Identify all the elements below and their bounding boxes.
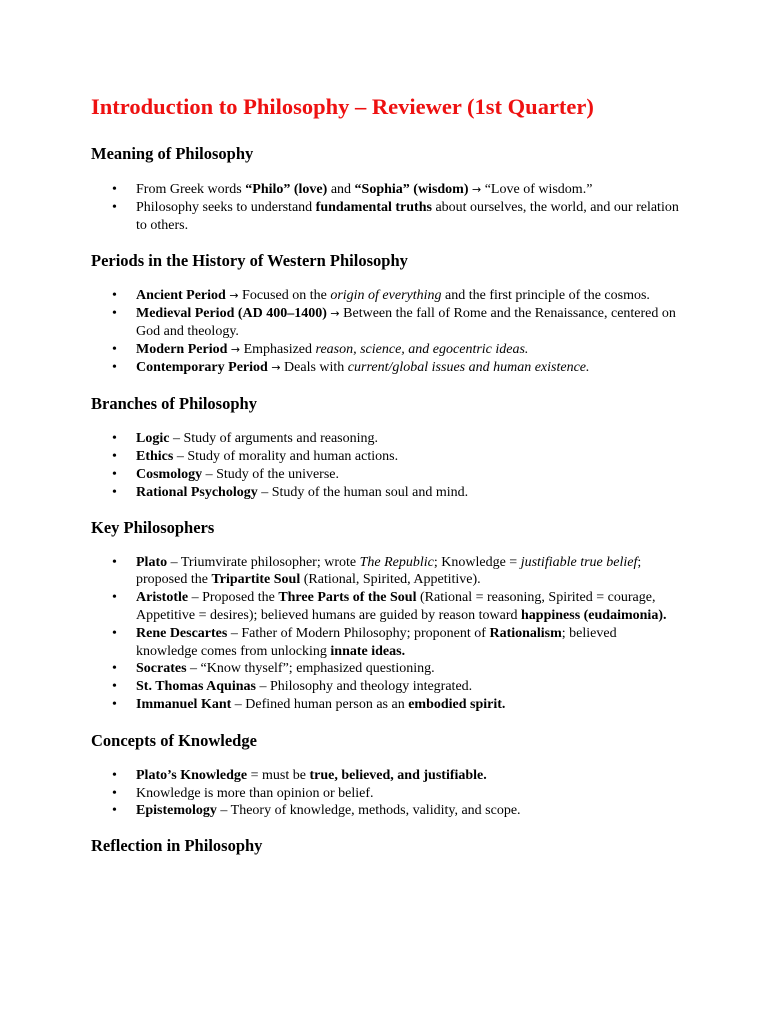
- text: – Proposed the: [188, 590, 279, 606]
- text: about ourselves, the world, and our relation to others.: [136, 199, 679, 233]
- bold-text: happiness (eudaimonia).: [521, 607, 667, 623]
- text: – “Know thyself”; emphasized questioning.: [186, 661, 435, 677]
- text: – Study of the universe.: [202, 466, 339, 482]
- term: Ethics: [136, 449, 174, 465]
- section-heading-philosophers: Key Philosophers: [91, 517, 215, 537]
- text: From Greek words: [136, 182, 246, 197]
- arrow-icon: →: [472, 183, 482, 196]
- text: and the first principle of the cosmos.: [441, 288, 650, 304]
- bold-text: true, believed, and justifiable.: [309, 767, 487, 783]
- philosophers-list: [91, 554, 681, 714]
- bold-text: fundamental truths: [315, 199, 432, 215]
- term: Rational Psychology: [136, 484, 258, 500]
- section-knowledge: [91, 730, 681, 820]
- bold-text: Tripartite Soul: [211, 572, 301, 588]
- text: Between the fall of Rome and the Renaissance, centered on God and theology.: [136, 306, 676, 339]
- term: Epistemology: [136, 803, 217, 819]
- bold-text: “Philo” (love): [245, 182, 328, 197]
- text: Focused on the: [238, 288, 331, 304]
- section-heading-periods: Periods in the History of Western Philosophy: [91, 251, 408, 271]
- bold-text: Rationalism: [489, 625, 562, 641]
- term: Rene Descartes: [136, 625, 228, 641]
- text: – Theory of knowledge, methods, validity, and scope.: [216, 803, 521, 819]
- section-heading-branches: Branches of Philosophy: [91, 394, 257, 414]
- term: St. Thomas Aquinas: [136, 679, 256, 695]
- text: ; proposed the: [136, 554, 642, 588]
- bold-text: Three Parts of the Soul: [278, 590, 417, 606]
- list-item: [91, 696, 681, 714]
- text: – Philosophy and theology integrated.: [255, 679, 473, 695]
- text: Emphasized: [240, 341, 316, 357]
- term: Aristotle: [136, 590, 189, 606]
- list-item: [91, 341, 681, 359]
- term: Modern Period: [136, 341, 228, 357]
- text: – Triumvirate philosopher; wrote: [167, 554, 360, 570]
- arrow-icon: →: [330, 307, 340, 321]
- document-title: Introduction to Philosophy – Reviewer (1st Quarter): [91, 94, 594, 119]
- knowledge-list: [91, 767, 681, 820]
- list-item: [91, 466, 681, 484]
- bold-text: “Sophia” (wisdom): [354, 182, 469, 197]
- text: and: [327, 182, 355, 197]
- section-philosophers: [91, 517, 681, 714]
- list-item: [91, 305, 681, 341]
- list-item: [91, 625, 681, 661]
- bold-text: innate ideas.: [330, 643, 406, 659]
- list-item: [91, 785, 681, 803]
- term: Cosmology: [136, 466, 203, 482]
- text: – Defined human person as an: [231, 696, 409, 712]
- term: Logic: [136, 431, 170, 447]
- arrow-icon: →: [271, 360, 281, 374]
- section-branches: [91, 393, 681, 501]
- periods-list: [91, 287, 681, 376]
- list-item: [91, 448, 681, 466]
- text: – Study of morality and human actions.: [173, 449, 399, 465]
- text: Knowledge is more than opinion or belief.: [136, 785, 374, 801]
- document-page: [91, 93, 681, 857]
- term: Medieval Period (AD 400–1400): [136, 306, 327, 322]
- list-item: [91, 802, 681, 820]
- list-item: [91, 767, 681, 785]
- list-item: [91, 181, 681, 199]
- section-heading-reflection: Reflection in Philosophy: [91, 836, 263, 856]
- section-heading-knowledge: Concepts of Knowledge: [91, 730, 257, 750]
- italic-text: origin of everything: [330, 288, 442, 304]
- text: ; believed knowledge comes from unlocking: [136, 625, 617, 659]
- italic-text: justifiable true belief: [520, 554, 638, 570]
- text: “Love of wisdom.”: [481, 182, 593, 197]
- branches-list: [91, 430, 681, 501]
- text: Deals with: [280, 359, 348, 375]
- italic-text: The Republic: [359, 554, 434, 570]
- bold-text: embodied spirit.: [408, 696, 506, 712]
- section-periods: [91, 250, 681, 376]
- list-item: [91, 199, 681, 235]
- text: – Father of Modern Philosophy; proponent of: [227, 625, 490, 641]
- text: (Rational = reasoning, Spirited = courage, Appetitive = desires); believed humans are guided by reason toward: [136, 590, 656, 623]
- arrow-icon: →: [230, 342, 241, 356]
- italic-text: current/global issues and human existence.: [347, 359, 590, 375]
- term: Plato’s Knowledge: [136, 767, 248, 783]
- text: ; Knowledge =: [433, 554, 521, 570]
- list-item: [91, 589, 681, 625]
- term: Plato: [136, 554, 168, 570]
- list-item: [91, 359, 681, 377]
- list-item: [91, 554, 681, 590]
- list-item: [91, 484, 681, 502]
- list-item: [91, 660, 681, 678]
- term: Ancient Period: [136, 288, 226, 304]
- text: – Study of arguments and reasoning.: [169, 431, 378, 447]
- section-reflection: [91, 835, 681, 857]
- section-meaning: [91, 143, 681, 234]
- list-item: [91, 430, 681, 448]
- term: Socrates: [136, 661, 187, 677]
- text: – Study of the human soul and mind.: [257, 484, 469, 500]
- section-heading-meaning: Meaning of Philosophy: [91, 144, 254, 163]
- list-item: [91, 678, 681, 696]
- text: = must be: [247, 767, 310, 783]
- meaning-list: [91, 181, 681, 234]
- italic-text: reason, science, and egocentric ideas.: [315, 341, 529, 357]
- arrow-icon: →: [229, 289, 239, 303]
- term: Contemporary Period: [136, 359, 268, 375]
- term: Immanuel Kant: [136, 696, 232, 712]
- text: (Rational, Spirited, Appetitive).: [300, 572, 481, 588]
- list-item: [91, 287, 681, 305]
- text: Philosophy seeks to understand: [136, 199, 316, 215]
